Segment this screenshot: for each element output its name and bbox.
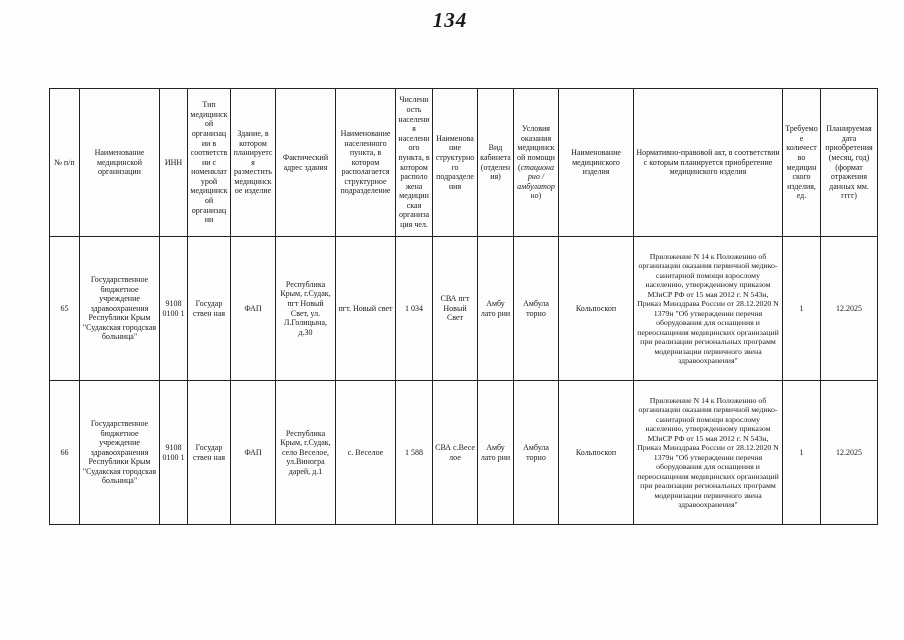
header-required: Требуемое количество медицинского изделия, ед. <box>783 89 821 237</box>
cell-conditions: Амбула торно <box>514 381 559 525</box>
cell-device: Кольпоскоп <box>559 381 634 525</box>
header-planned-date: Планируемая дата приобретения (месяц, год) (формат отражения данных мм. гггг) <box>821 89 878 237</box>
header-inn: ИНН <box>160 89 188 237</box>
cell-org-type: Государ ствен ная <box>188 381 231 525</box>
cell-population: 1 588 <box>396 381 433 525</box>
cell-unit-name: СВА пгт Новый Свет <box>433 237 478 381</box>
cell-address: Республика Крым, г.Судак, село Веселое, ул.Виногра дарей, д.1 <box>276 381 336 525</box>
header-building: Здание, в котором планируется разместить медицинское изделие <box>231 89 276 237</box>
table-header-row <box>50 89 878 237</box>
cell-conditions: Амбула торно <box>514 237 559 381</box>
cell-planned-date: 12.2025 <box>821 237 878 381</box>
cell-building: ФАП <box>231 381 276 525</box>
cell-unit-name: СВА с.Весе лое <box>433 381 478 525</box>
cell-legal-act: Приложение N 14 к Положению об организации оказания первичной медико-санитарной помощи взрослому населению, утвержденному приказом МЗиСР РФ от 15 мая 2012 г. N 543н, Приказ Минздрава России от 28.12.2020 N 1379н "Об утверждении перечня оборудования для оснащения и переоснащения медицинских организаций при реализации региональных программ модернизации первичного звена здравоохранения" <box>634 237 783 381</box>
cell-inn: 9108 0100 1 <box>160 381 188 525</box>
header-org-type: Тип медицинской организации в соответствии с номенклатурой медицинской организации <box>188 89 231 237</box>
header-conditions-main: Условия оказания медицинской помощи ( <box>517 124 555 172</box>
header-legal-act: Нормативно-правовой акт, в соответствии с которым планируется приобретение медицинского изделия <box>634 89 783 237</box>
cell-num: 65 <box>50 237 80 381</box>
header-device: Наименование медицинского изделия <box>559 89 634 237</box>
header-unit-name: Наименование структурного подразделения <box>433 89 478 237</box>
cell-org-name: Государственное бюджетное учреждение здравоохранения Республики Крым "Судакская городская больница" <box>80 381 160 525</box>
header-locality: Наименование населенного пункта, в котором располагается структурное подразделение <box>336 89 396 237</box>
cell-locality: с. Веселое <box>336 381 396 525</box>
cell-cabinet: Амбу лато рии <box>478 237 514 381</box>
header-num: № п/п <box>50 89 80 237</box>
cell-population: 1 034 <box>396 237 433 381</box>
cell-building: ФАП <box>231 237 276 381</box>
cell-required: 1 <box>783 237 821 381</box>
cell-legal-act: Приложение N 14 к Положению об организации оказания первичной медико-санитарной помощи взрослому населению, утвержденному приказом МЗиСР РФ от 15 мая 2012 г. N 543н, Приказ Минздрава России от 28.12.2020 N 1379н "Об утверждении перечня оборудования для оснащения и переоснащения медицинских организаций при реализации региональных программ модернизации первичного звена здравоохранения" <box>634 381 783 525</box>
cell-planned-date: 12.2025 <box>821 381 878 525</box>
page-number: 134 <box>432 8 468 32</box>
header-address: Фактический адрес здания <box>276 89 336 237</box>
cell-device: Кольпоскоп <box>559 237 634 381</box>
cell-locality: пгт. Новый свет <box>336 237 396 381</box>
cell-address: Республика Крым, г.Судак, пгт Новый Свет, ул. Л.Голицына, д.30 <box>276 237 336 381</box>
cell-num: 66 <box>50 381 80 525</box>
cell-org-name: Государственное бюджетное учреждение здравоохранения Республики Крым "Судакская городская больница" <box>80 237 160 381</box>
header-conditions-italic: стационарно / амбулаторно <box>517 162 555 201</box>
header-conditions-end: ) <box>538 191 542 201</box>
cell-org-type: Государ ствен ная <box>188 237 231 381</box>
header-population: Численность населения населенного пункта, в котором расположена медицинская организация чел. <box>396 89 433 237</box>
equipment-table <box>49 88 878 525</box>
table-row <box>50 237 878 381</box>
header-cabinet: Вид кабинета (отделения) <box>478 89 514 237</box>
cell-cabinet: Амбу лато рии <box>478 381 514 525</box>
table-row <box>50 381 878 525</box>
cell-required: 1 <box>783 381 821 525</box>
header-org-name: Наименование медицинской организации <box>80 89 160 237</box>
header-conditions <box>514 89 559 237</box>
cell-inn: 9108 0100 1 <box>160 237 188 381</box>
